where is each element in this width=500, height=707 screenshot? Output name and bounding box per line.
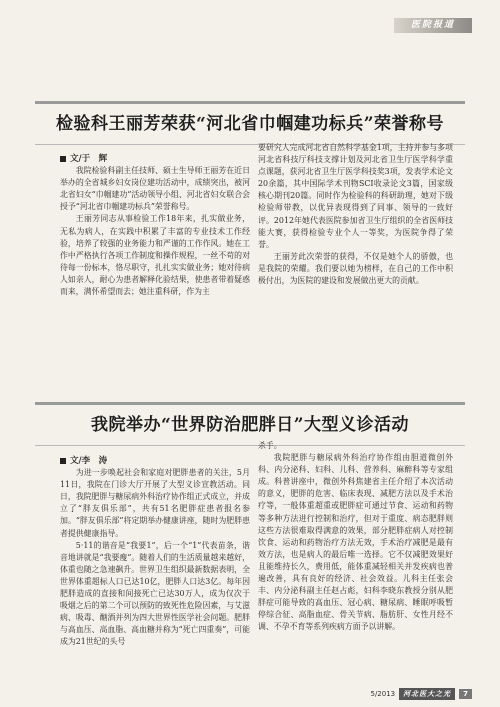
article1-right-column [258, 142, 453, 287]
article1-byline: 文/于 辉 [60, 153, 250, 165]
article2-right-column [258, 440, 453, 634]
article1-paragraph: 王丽芳此次荣誉的获得，不仅是她个人的骄傲，也是我院的荣耀。我们要以她为榜样，在自己的工作中积极付出，为医院的建设和发展做出更大的贡献。 [258, 251, 453, 286]
page-number: 7 [459, 689, 472, 699]
byline-marker-icon [60, 156, 66, 162]
article2-title: 我院举办“世界防治肥胖日”大型义诊活动 [90, 415, 410, 435]
issue-number: 5/2013 [370, 690, 396, 698]
article1-title-block [35, 101, 465, 145]
magazine-name: 河北医大之光 [399, 688, 455, 700]
article1-paragraph: 要研究人完成河北省自然科学基金1项，主持并参与多项河北省科技厅科技支撑计划及河北省卫生厅医学科学重点课题，获河北省卫生厅医学科技奖3项，发表学术论文20余篇，其中国际学术刊物SCI收录论文3篇，国家级核心期刊20篇。同时作为检验科的科研助理，她对下级检验师带教，以优异表现得到了同事、领导的一致好评。2012年她代表医院参加省卫生厅组织的全省医师技能大赛，获得检验专业个人一等奖，为医院争得了荣誉。 [258, 143, 453, 249]
article2-byline: 文/李 涛 [60, 455, 250, 467]
article2-paragraph: 5·11的谐音是“我要1”，后一个“1”代表苗条，谐音地讲就是“我要瘦”。随着人们的生活质量越来越好，体重也随之急速飙升。世界卫生组织最新数据表明，全世界体重超标人口已达10亿，肥胖人口达3亿。每年因肥胖造成的直接和间接死亡已达30万人，成为仅次于吸烟之后的第二个可以预防的致死性危险因素，与艾滋病、吸毒、酗酒并列为四大世界性医学社会问题。肥胖与高血压、高血脂、高血糖并称为“死亡四重奏”，可能成为21世纪的头号 [60, 540, 250, 647]
section-tag: 医院报道 [394, 18, 472, 33]
article2-paragraph: 我院肥胖与糖尿病外科治疗协作组由胆道微创外科、内分泌科、妇科、儿科、营养科、麻醉科等专家组成。科普讲座中，微创外科焦建省主任介绍了本次活动的意义，肥胖的危害、临床表现、减肥方法以及手术治疗等，一般体重超重或肥胖症可通过节食、运动和药物等多种方法进行控制和治疗，但对于重度、病态肥胖则这些方法很难取得满意的效果，部分肥胖症病人对控制饮食、运动和药物治疗方法无效，手术治疗减肥是最有效方法，也是病人的最后唯一选择。它不仅减肥效果好且能维持长久，费用低，能体重减轻相关并发疾病也普遍改善，具有良好的经济、社会效益。儿科主任张会丰、内分泌科副主任赵占彪，妇科李晓东教授分别从肥胖症可能导致的高血压、冠心病、糖尿病、睡眠呼吸暂停综合征、高脂血症、骨关节病、脂肪肝、女性月经不调、不孕不育等系列疾病方面予以讲解。 [258, 453, 453, 632]
article2-paragraph: 为进一步唤起社会和家庭对肥胖患者的关注，5月11日，我院在门诊大厅开展了大型义诊宣教活动。同日，我院肥胖与糖尿病外科治疗协作组正式成立，并成立了“胖友俱乐部”，共有51名肥胖症患者报名参加。“胖友俱乐部”将定期举办健康讲座，随时为肥胖患者提供健康指导。 [60, 468, 250, 538]
article1-left-column [60, 153, 250, 298]
article1-paragraph: 王丽芳同志从事检验工作18年来，扎实做业务，无私为病人，在实践中积累了丰富的专业技术工作经验，培养了较强的业务能力和严谨的工作作风。她在工作中严格执行各项工作制度和操作规程，一丝不苟的对待每一份标本，恪尽职守，扎扎实实做业务；她对待病人如亲人，耐心为患者解释化验结果，使患者带着疑惑而来，满怀希望而去；她注重科研，作为主 [60, 214, 250, 297]
article2-paragraph: 杀手。 [258, 441, 282, 450]
byline-marker-icon [60, 458, 66, 464]
article2-left-column [60, 455, 250, 649]
article1-title: 检验科王丽芳荣获“河北省巾帼建功标兵”荣誉称号 [55, 114, 445, 134]
article1-paragraph: 我院检验科副主任技师、硕士生导师王丽芳在近日举办的全省城乡妇女岗位建功活动中，成绩突出，被河北省妇女“巾帼建功”活动领导小组、河北省妇女联合会授予“河北省巾帼建功标兵”荣誉称号。 [60, 166, 250, 212]
page-footer [370, 688, 472, 700]
